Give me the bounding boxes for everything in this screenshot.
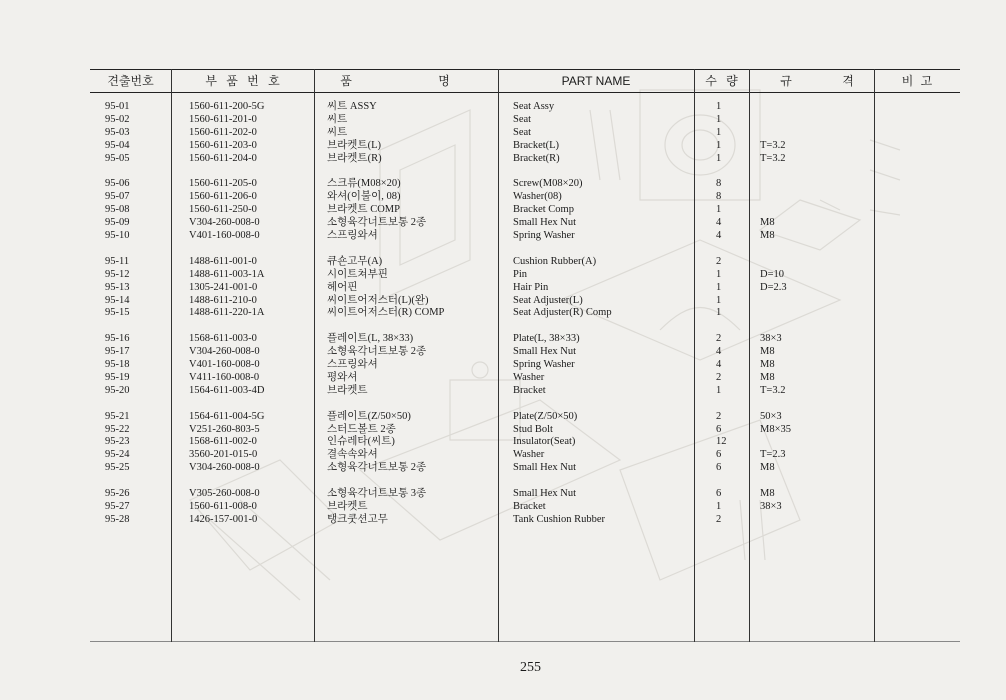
part-name-english: Insulator(Seat) [513, 436, 576, 448]
table-row [90, 332, 960, 345]
row-number: 95-13 [105, 281, 130, 293]
part-name-korean: 플레이트(L, 38×33) [327, 333, 414, 345]
table-row [90, 384, 960, 397]
bleed-through-caption [100, 640, 760, 674]
specification: M8 [760, 359, 775, 370]
part-number: 1564-611-003-4D [189, 384, 265, 396]
part-number: 1560-611-202-0 [189, 126, 257, 138]
quantity: 6 [716, 449, 722, 461]
table-row [90, 500, 960, 513]
part-name-korean: 브라켓트(L) [327, 139, 381, 151]
part-name-korean: 스프링와셔 [327, 230, 378, 241]
part-name-korean: 브라켓트(R) [327, 152, 382, 164]
part-number: 1488-611-001-0 [189, 255, 257, 267]
header-name-kr-left: 품 [340, 74, 352, 88]
table-row [90, 306, 960, 319]
part-name-english: Bracket Comp [513, 204, 574, 216]
part-name-english: Seat Adjuster(R) Comp [513, 307, 612, 319]
header-no: 견출번호 [107, 74, 154, 88]
part-number: V251-260-803-5 [189, 423, 260, 435]
part-name-english: Washer [513, 449, 545, 461]
part-number: 1564-611-004-5G [189, 410, 265, 422]
row-number: 95-09 [105, 217, 130, 229]
part-number: V401-160-008-0 [189, 230, 260, 241]
table-row [90, 113, 960, 126]
table-row [90, 229, 960, 242]
row-number: 95-11 [105, 255, 130, 267]
specification: D=10 [760, 268, 785, 280]
part-name-korean: 씨트 [327, 113, 348, 125]
quantity: 2 [716, 410, 722, 422]
table-row [90, 177, 960, 190]
row-number: 95-06 [105, 178, 130, 190]
table-row [90, 203, 960, 216]
table-header-rule [90, 92, 960, 93]
page-number: 255 [520, 660, 541, 675]
part-name-korean: 씨트 ASSY [327, 101, 377, 112]
row-number: 95-24 [105, 449, 130, 461]
part-name-korean: 인슈레타(씨트) [327, 436, 395, 448]
table-row [90, 139, 960, 152]
part-name-korean: 와셔(이불이, 08) [327, 191, 401, 203]
row-number: 95-03 [105, 126, 130, 138]
quantity: 1 [716, 281, 722, 293]
table-row [90, 487, 960, 500]
part-name-korean: 플레이트(Z/50×50) [327, 410, 411, 422]
part-name-english: Bracket [513, 384, 546, 396]
quantity: 2 [716, 371, 722, 383]
part-name-english: Seat Adjuster(L) [513, 294, 583, 306]
table-row [90, 461, 960, 474]
part-name-english: Bracket(R) [513, 152, 560, 164]
row-number: 95-27 [105, 500, 130, 512]
quantity: 4 [716, 359, 722, 370]
part-name-korean: 씨트 [327, 126, 348, 138]
part-name-english: Spring Washer [513, 230, 575, 241]
part-number: 1488-611-210-0 [189, 294, 257, 306]
part-name-korean: 씨이트어저스터(R) COMP [327, 307, 445, 319]
part-name-english: Hair Pin [513, 281, 549, 293]
header-qty: 수 량 [705, 74, 738, 88]
row-number: 95-15 [105, 307, 130, 319]
table-row [90, 294, 960, 307]
part-name-english: Pin [513, 268, 528, 280]
part-number: V305-260-008-0 [189, 488, 260, 499]
part-name-korean: 탱크쿳션고무 [327, 513, 388, 525]
quantity: 1 [716, 152, 722, 164]
part-number: 1560-611-250-0 [189, 204, 257, 216]
part-name-korean: 큐숀고무(A) [327, 255, 383, 267]
quantity: 1 [716, 500, 722, 512]
quantity: 1 [716, 268, 722, 280]
part-name-english: Spring Washer [513, 359, 575, 370]
part-number: 1560-611-204-0 [189, 152, 257, 164]
table-row [90, 281, 960, 294]
part-name-english: Small Hex Nut [513, 217, 576, 229]
part-name-korean: 브라켓트 [327, 384, 368, 396]
part-name-korean: 씨이트어저스터(L)(완) [327, 294, 429, 306]
part-number: 1560-611-205-0 [189, 178, 257, 190]
part-name-english: Washer [513, 371, 545, 383]
part-name-english: Seat [513, 126, 532, 138]
specification: D=2.3 [760, 281, 787, 293]
part-number: V401-160-008-0 [189, 359, 260, 370]
part-number: 1426-157-001-0 [189, 513, 258, 525]
table-row [90, 100, 960, 113]
specification: M8 [760, 346, 775, 358]
part-number: 1488-611-220-1A [189, 307, 265, 319]
part-name-korean: 소형육각너트보통 2종 [327, 346, 427, 358]
table-row [90, 190, 960, 203]
quantity: 1 [716, 204, 722, 216]
table-row [90, 126, 960, 139]
header-part-name: PART NAME [561, 74, 631, 88]
row-number: 95-23 [105, 436, 130, 448]
quantity: 1 [716, 384, 722, 396]
specification: M8 [760, 462, 775, 474]
part-name-english: Plate(L, 38×33) [513, 333, 580, 345]
quantity: 2 [716, 255, 722, 267]
part-name-korean: 평와셔 [327, 371, 358, 383]
specification: M8 [760, 217, 775, 229]
part-name-english: Cushion Rubber(A) [513, 255, 597, 267]
header-spec-left: 규 [780, 74, 792, 88]
row-number: 95-28 [105, 513, 130, 525]
header-remark: 비 고 [901, 74, 933, 88]
part-number: V304-260-008-0 [189, 462, 260, 474]
row-number: 95-21 [105, 410, 130, 422]
part-number: 1560-611-008-0 [189, 500, 257, 512]
specification: M8 [760, 230, 775, 241]
row-number: 95-08 [105, 204, 130, 216]
table-row [90, 216, 960, 229]
part-name-english: Screw(M08×20) [513, 178, 583, 190]
table-row [90, 435, 960, 448]
part-name-english: Small Hex Nut [513, 346, 576, 358]
part-number: 1560-611-201-0 [189, 113, 257, 125]
row-number: 95-01 [105, 101, 130, 112]
part-name-english: Tank Cushion Rubber [513, 513, 606, 525]
part-number: V304-260-008-0 [189, 346, 260, 358]
part-name-korean: 시이트쳐부핀 [327, 268, 388, 280]
part-name-korean: 브라켓트 [327, 500, 368, 512]
parts-list-table [90, 64, 960, 642]
specification: 50×3 [760, 410, 782, 422]
specification: 38×3 [760, 500, 782, 512]
quantity: 6 [716, 488, 722, 499]
quantity: 1 [716, 139, 722, 151]
part-name-english: Stud Bolt [513, 423, 553, 435]
part-name-korean: 헤어핀 [327, 281, 358, 293]
quantity: 1 [716, 307, 722, 319]
quantity: 1 [716, 126, 722, 138]
part-name-english: Plate(Z/50×50) [513, 410, 578, 422]
part-number: V304-260-008-0 [189, 217, 260, 229]
part-name-korean: 소형육각너트보통 3종 [327, 488, 427, 499]
quantity: 1 [716, 294, 722, 306]
table-row [90, 448, 960, 461]
row-number: 95-20 [105, 384, 130, 396]
quantity: 1 [716, 101, 722, 112]
part-number: 1305-241-001-0 [189, 281, 258, 293]
part-name-english: Bracket [513, 500, 546, 512]
quantity: 4 [716, 346, 722, 358]
table-row [90, 371, 960, 384]
part-name-english: Seat [513, 113, 532, 125]
specification: T=3.2 [760, 152, 786, 164]
part-name-korean: 스터드볼트 2종 [327, 423, 396, 435]
quantity: 1 [716, 113, 722, 125]
specification: 38×3 [760, 333, 782, 345]
specification: M8 [760, 488, 775, 499]
row-number: 95-02 [105, 113, 130, 125]
row-number: 95-14 [105, 294, 130, 306]
row-number: 95-17 [105, 346, 130, 358]
table-row [90, 345, 960, 358]
row-number: 95-18 [105, 359, 130, 370]
table-row [90, 152, 960, 165]
quantity: 4 [716, 217, 722, 229]
part-number: 1488-611-003-1A [189, 268, 265, 280]
row-number: 95-25 [105, 462, 130, 474]
row-number: 95-10 [105, 230, 130, 241]
part-name-korean: 소형육각너트보통 2종 [327, 462, 427, 474]
table-row [90, 268, 960, 281]
row-number: 95-26 [105, 488, 130, 499]
part-name-korean: 스프링와셔 [327, 359, 378, 370]
row-number: 95-22 [105, 423, 130, 435]
part-number: 1568-611-003-0 [189, 333, 257, 345]
part-name-korean: 스크류(M08×20) [327, 178, 401, 190]
part-name-korean: 브라켓트 COMP [327, 204, 400, 216]
quantity: 6 [716, 423, 722, 435]
quantity: 8 [716, 191, 722, 203]
quantity: 12 [716, 436, 727, 448]
part-number: 1568-611-002-0 [189, 436, 257, 448]
part-name-korean: 소형육각너트보통 2종 [327, 217, 427, 229]
specification: T=3.2 [760, 139, 786, 151]
part-number: 1560-611-200-5G [189, 101, 265, 112]
part-number: 3560-201-015-0 [189, 449, 258, 461]
row-number: 95-05 [105, 152, 130, 164]
row-number: 95-04 [105, 139, 130, 151]
part-name-english: Small Hex Nut [513, 488, 576, 499]
part-name-korean: 결속속와셔 [327, 449, 378, 461]
header-name-kr-right: 명 [438, 74, 450, 88]
part-name-english: Small Hex Nut [513, 462, 576, 474]
specification: T=3.2 [760, 384, 786, 396]
specification: M8×35 [760, 423, 792, 435]
row-number: 95-07 [105, 191, 130, 203]
header-spec-right: 격 [842, 74, 854, 88]
quantity: 2 [716, 333, 722, 345]
specification: M8 [760, 371, 775, 383]
part-number: V411-160-008-0 [189, 371, 260, 383]
quantity: 2 [716, 513, 722, 525]
table-row [90, 358, 960, 371]
row-number: 95-16 [105, 333, 130, 345]
part-number: 1560-611-203-0 [189, 139, 257, 151]
quantity: 4 [716, 230, 722, 241]
specification: T=2.3 [760, 449, 786, 461]
row-number: 95-19 [105, 371, 130, 383]
part-number: 1560-611-206-0 [189, 191, 257, 203]
quantity: 6 [716, 462, 722, 474]
table-row [90, 410, 960, 423]
part-name-english: Seat Assy [513, 101, 555, 112]
header-part-no: 부 품 번 호 [205, 74, 280, 88]
part-name-english: Bracket(L) [513, 139, 560, 151]
quantity: 8 [716, 178, 722, 190]
table-bottom-rule [90, 641, 960, 642]
row-number: 95-12 [105, 268, 130, 280]
table-row [90, 423, 960, 436]
table-row [90, 255, 960, 268]
table-row [90, 513, 960, 526]
part-name-english: Washer(08) [513, 191, 562, 203]
